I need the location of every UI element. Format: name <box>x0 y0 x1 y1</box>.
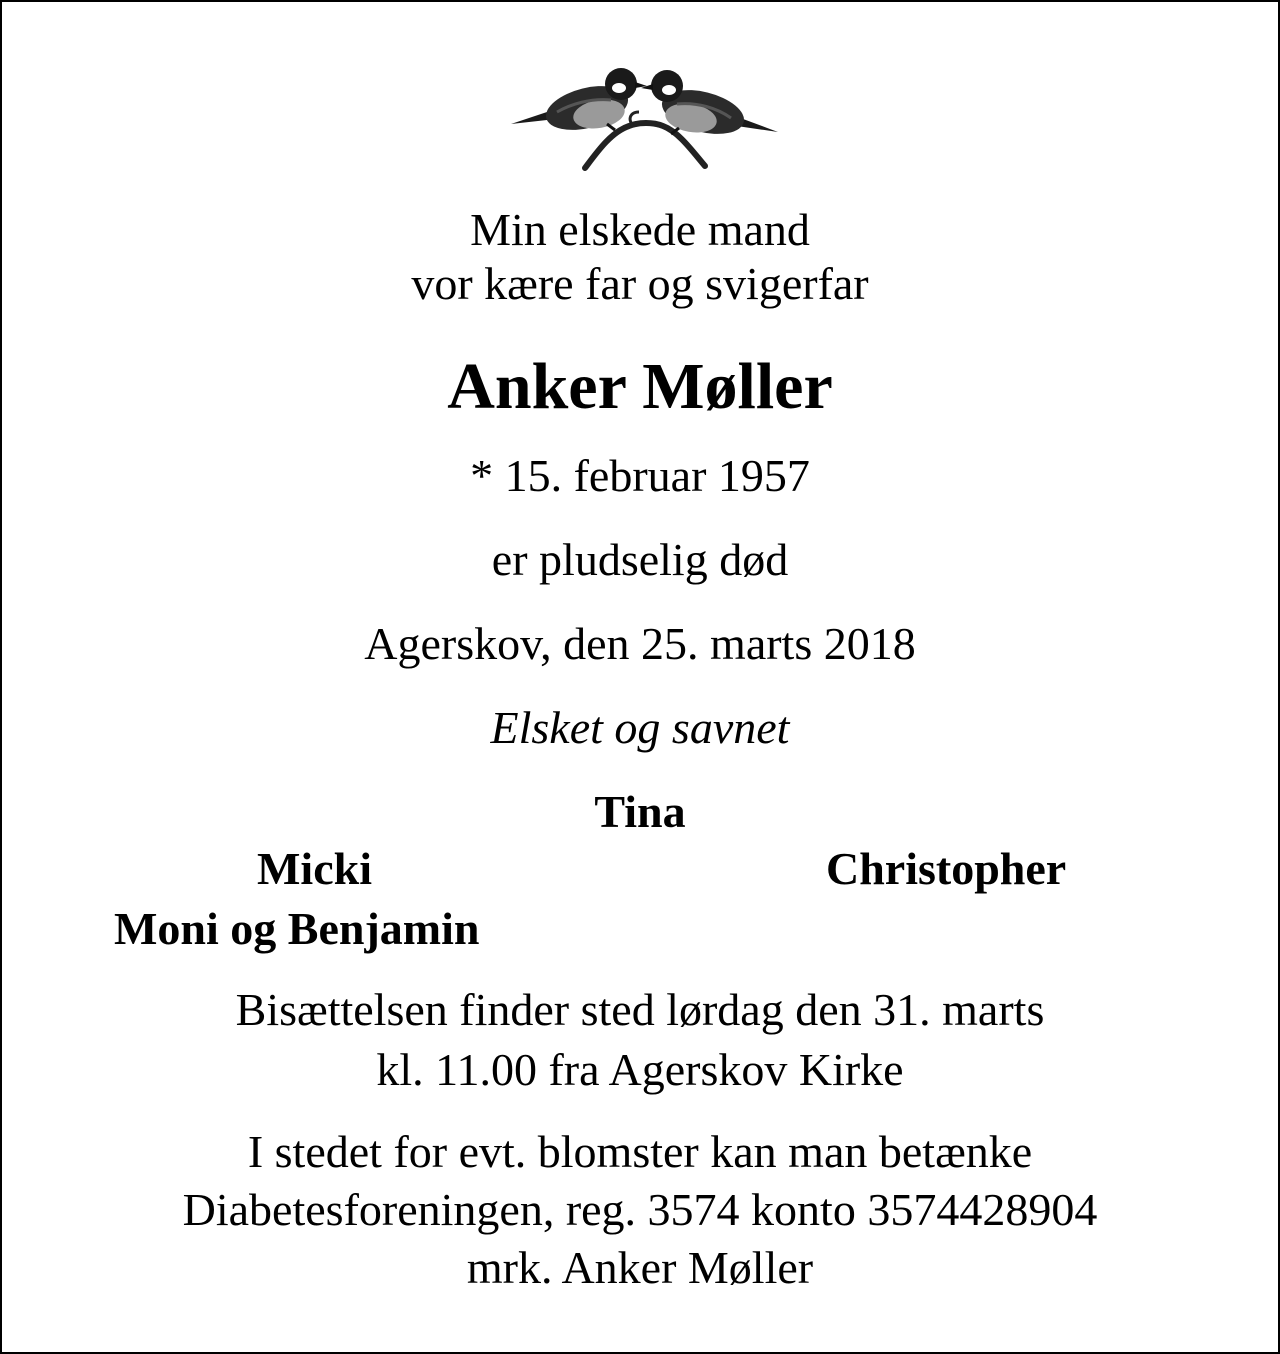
intro-line-2: vor kære far og svigerfar <box>411 258 869 309</box>
donation-line-2: Diabetesforeningen, reg. 3574 konto 3574428904 <box>182 1184 1098 1235</box>
spouse-name: Tina <box>594 786 686 837</box>
right-bird <box>641 70 778 142</box>
passing-text: er pludselig død <box>491 534 789 585</box>
grandchildren-names: Moni og Benjamin <box>114 903 480 954</box>
funeral-line-1: Bisættelsen finder sted lørdag den 31. marts <box>235 984 1045 1035</box>
birth-date: * 15. februar 1957 <box>470 450 810 501</box>
two-birds-on-branch-icon <box>507 60 782 172</box>
place-date: Agerskov, den 25. marts 2018 <box>364 618 916 669</box>
child-name-right: Christopher <box>826 843 1067 894</box>
deceased-name: Anker Møller <box>447 350 833 423</box>
child-name-left: Micki <box>257 843 372 894</box>
intro-line-1: Min elskede mand <box>470 204 810 255</box>
funeral-line-2: kl. 11.00 fra Agerskov Kirke <box>376 1044 904 1095</box>
donation-line-3: mrk. Anker Møller <box>466 1242 814 1293</box>
donation-line-1: I stedet for evt. blomster kan man betænke <box>247 1126 1033 1177</box>
tagline: Elsket og savnet <box>490 702 790 753</box>
